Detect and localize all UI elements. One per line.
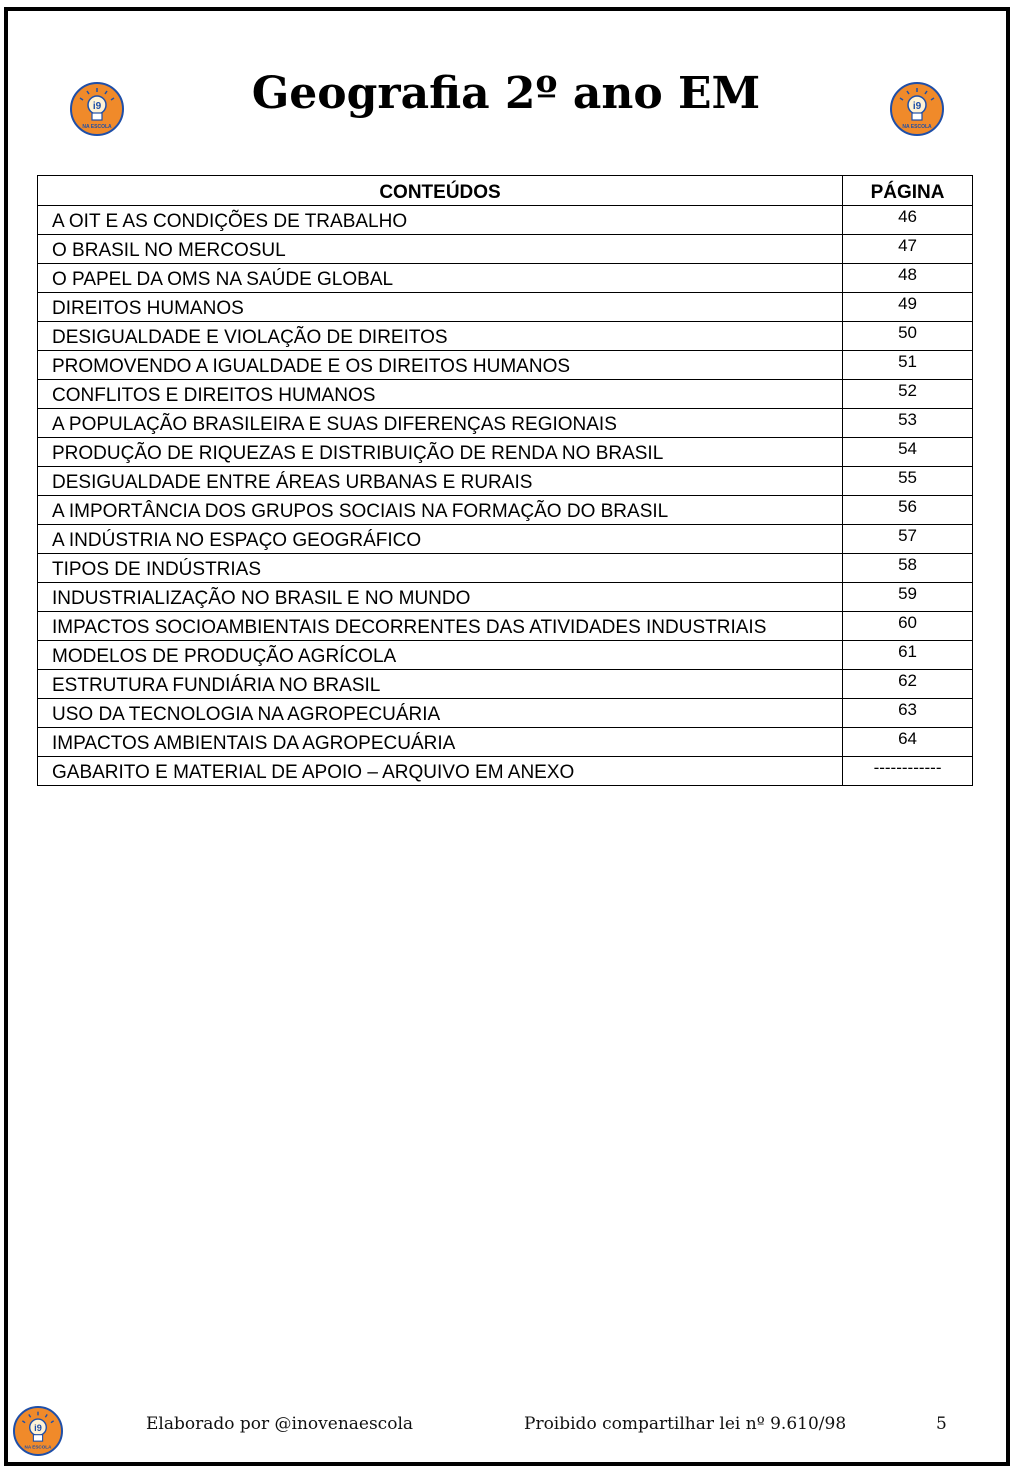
row-content: ESTRUTURA FUNDIÁRIA NO BRASIL: [38, 670, 843, 699]
table-header-row: [38, 176, 973, 206]
row-page: 56: [843, 496, 973, 525]
row-content: USO DA TECNOLOGIA NA AGROPECUÁRIA: [38, 699, 843, 728]
row-page: 57: [843, 525, 973, 554]
table-row: [38, 699, 973, 728]
lightbulb-icon: [15, 1408, 61, 1454]
footer-page-number: 5: [936, 1414, 947, 1434]
row-page: 62: [843, 670, 973, 699]
row-page: 60: [843, 612, 973, 641]
header-page: PÁGINA: [843, 176, 973, 206]
table-row: [38, 525, 973, 554]
logo-footer: [13, 1406, 63, 1456]
table-row: [38, 757, 973, 786]
row-page: 51: [843, 351, 973, 380]
table-row: [38, 583, 973, 612]
row-content: CONFLITOS E DIREITOS HUMANOS: [38, 380, 843, 409]
table-row: [38, 293, 973, 322]
row-page: 48: [843, 264, 973, 293]
row-content: GABARITO E MATERIAL DE APOIO – ARQUIVO EM ANEXO: [38, 757, 843, 786]
table-row: [38, 438, 973, 467]
row-content: A IMPORTÂNCIA DOS GRUPOS SOCIAIS NA FORMAÇÃO DO BRASIL: [38, 496, 843, 525]
row-page: 53: [843, 409, 973, 438]
table-row: [38, 235, 973, 264]
row-page: 58: [843, 554, 973, 583]
row-content: O BRASIL NO MERCOSUL: [38, 235, 843, 264]
svg-text:i9: i9: [92, 101, 102, 112]
table-row: [38, 380, 973, 409]
table-row: [38, 554, 973, 583]
row-content: TIPOS DE INDÚSTRIAS: [38, 554, 843, 583]
table-row: [38, 351, 973, 380]
row-content: A POPULAÇÃO BRASILEIRA E SUAS DIFERENÇAS REGIONAIS: [38, 409, 843, 438]
row-content: MODELOS DE PRODUÇÃO AGRÍCOLA: [38, 641, 843, 670]
row-content: A INDÚSTRIA NO ESPAÇO GEOGRÁFICO: [38, 525, 843, 554]
row-page: 52: [843, 380, 973, 409]
row-page: 46: [843, 206, 973, 235]
table-row: [38, 409, 973, 438]
row-content: IMPACTOS SOCIOAMBIENTAIS DECORRENTES DAS ATIVIDADES INDUSTRIAIS: [38, 612, 843, 641]
row-content: PROMOVENDO A IGUALDADE E OS DIREITOS HUMANOS: [38, 351, 843, 380]
footer-notice: Proibido compartilhar lei nº 9.610/98: [524, 1414, 847, 1434]
row-page: 47: [843, 235, 973, 264]
page-title: Geografia 2º ano EM: [251, 68, 761, 119]
table-row: [38, 322, 973, 351]
row-page: 59: [843, 583, 973, 612]
row-content: O PAPEL DA OMS NA SAÚDE GLOBAL: [38, 264, 843, 293]
table-row: [38, 206, 973, 235]
header-contents: CONTEÚDOS: [38, 176, 843, 206]
row-page: 63: [843, 699, 973, 728]
row-content: DIREITOS HUMANOS: [38, 293, 843, 322]
table-row: [38, 612, 973, 641]
row-content: IMPACTOS AMBIENTAIS DA AGROPECUÁRIA: [38, 728, 843, 757]
table-row: [38, 264, 973, 293]
row-content: DESIGUALDADE ENTRE ÁREAS URBANAS E RURAIS: [38, 467, 843, 496]
table-row: [38, 670, 973, 699]
row-page: ------------: [843, 757, 973, 786]
row-page: 61: [843, 641, 973, 670]
table-row: [38, 641, 973, 670]
svg-text:NA ESCOLA: NA ESCOLA: [24, 1444, 52, 1450]
row-page: 50: [843, 322, 973, 351]
row-page: 64: [843, 728, 973, 757]
svg-text:NA ESCOLA: NA ESCOLA: [902, 124, 932, 130]
row-content: PRODUÇÃO DE RIQUEZAS E DISTRIBUIÇÃO DE RENDA NO BRASIL: [38, 438, 843, 467]
row-page: 55: [843, 467, 973, 496]
svg-text:i9: i9: [912, 101, 922, 112]
row-page: 54: [843, 438, 973, 467]
contents-table: [37, 175, 973, 786]
row-content: A OIT E AS CONDIÇÕES DE TRABALHO: [38, 206, 843, 235]
footer-author: Elaborado por @inovenaescola: [146, 1414, 414, 1434]
table-row: [38, 467, 973, 496]
svg-text:i9: i9: [34, 1423, 42, 1433]
table-row: [38, 728, 973, 757]
row-content: DESIGUALDADE E VIOLAÇÃO DE DIREITOS: [38, 322, 843, 351]
table-row: [38, 496, 973, 525]
svg-text:NA ESCOLA: NA ESCOLA: [82, 124, 112, 130]
row-content: INDUSTRIALIZAÇÃO NO BRASIL E NO MUNDO: [38, 583, 843, 612]
row-page: 49: [843, 293, 973, 322]
